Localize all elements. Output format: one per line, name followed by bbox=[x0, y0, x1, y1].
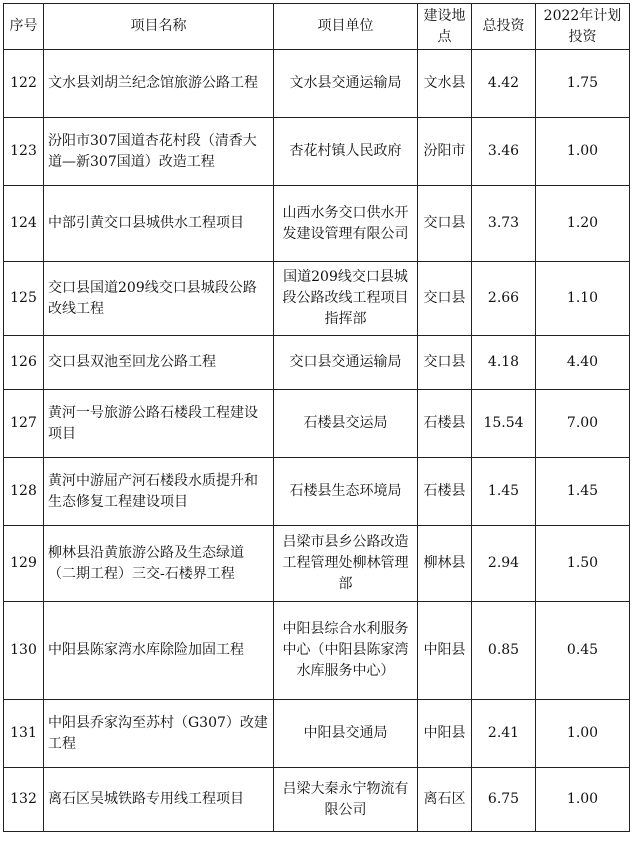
cell-total: 6.75 bbox=[472, 768, 536, 832]
cell-total: 4.18 bbox=[472, 336, 536, 390]
cell-plan: 1.50 bbox=[536, 526, 630, 602]
cell-plan: 1.10 bbox=[536, 262, 630, 336]
cell-name: 文水县刘胡兰纪念馆旅游公路工程 bbox=[44, 50, 274, 118]
cell-unit: 中阳县交通局 bbox=[274, 700, 418, 768]
header-unit: 项目单位 bbox=[274, 4, 418, 50]
table-row bbox=[4, 336, 630, 390]
cell-unit: 中阳县综合水利服务中心（中阳县陈家湾水库服务中心） bbox=[274, 602, 418, 700]
cell-location: 中阳县 bbox=[418, 602, 472, 700]
cell-location: 石楼县 bbox=[418, 390, 472, 458]
table-header-row bbox=[4, 4, 630, 50]
cell-plan: 1.75 bbox=[536, 50, 630, 118]
table-row bbox=[4, 186, 630, 262]
cell-plan: 1.00 bbox=[536, 118, 630, 186]
document-page bbox=[3, 3, 630, 832]
cell-no: 123 bbox=[4, 118, 44, 186]
cell-plan: 1.20 bbox=[536, 186, 630, 262]
cell-name: 汾阳市307国道杏花村段（清香大道—新307国道）改造工程 bbox=[44, 118, 274, 186]
cell-plan: 1.00 bbox=[536, 700, 630, 768]
cell-no: 132 bbox=[4, 768, 44, 832]
cell-total: 1.45 bbox=[472, 458, 536, 526]
cell-unit: 山西水务交口供水开发建设管理有限公司 bbox=[274, 186, 418, 262]
cell-location: 柳林县 bbox=[418, 526, 472, 602]
cell-plan: 4.40 bbox=[536, 336, 630, 390]
cell-total: 2.41 bbox=[472, 700, 536, 768]
cell-no: 130 bbox=[4, 602, 44, 700]
header-total: 总投资 bbox=[472, 4, 536, 50]
header-plan: 2022年计划投资 bbox=[536, 4, 630, 50]
cell-unit: 文水县交通运输局 bbox=[274, 50, 418, 118]
cell-no: 126 bbox=[4, 336, 44, 390]
cell-location: 文水县 bbox=[418, 50, 472, 118]
header-no: 序号 bbox=[4, 4, 44, 50]
table-row bbox=[4, 458, 630, 526]
cell-unit: 吕梁市县乡公路改造工程管理处柳林管理部 bbox=[274, 526, 418, 602]
cell-total: 3.46 bbox=[472, 118, 536, 186]
cell-name: 中阳县陈家湾水库除险加固工程 bbox=[44, 602, 274, 700]
table-row bbox=[4, 768, 630, 832]
cell-no: 128 bbox=[4, 458, 44, 526]
header-location: 建设地点 bbox=[418, 4, 472, 50]
cell-name: 离石区吴城铁路专用线工程项目 bbox=[44, 768, 274, 832]
cell-unit: 杏花村镇人民政府 bbox=[274, 118, 418, 186]
cell-no: 129 bbox=[4, 526, 44, 602]
cell-total: 0.85 bbox=[472, 602, 536, 700]
cell-no: 122 bbox=[4, 50, 44, 118]
cell-name: 柳林县沿黄旅游公路及生态绿道（二期工程）三交-石楼界工程 bbox=[44, 526, 274, 602]
cell-no: 124 bbox=[4, 186, 44, 262]
cell-total: 2.66 bbox=[472, 262, 536, 336]
cell-name: 交口县双池至回龙公路工程 bbox=[44, 336, 274, 390]
table-row bbox=[4, 118, 630, 186]
cell-name: 黄河中游屈产河石楼段水质提升和生态修复工程建设项目 bbox=[44, 458, 274, 526]
header-name: 项目名称 bbox=[44, 4, 274, 50]
table-row bbox=[4, 526, 630, 602]
cell-location: 交口县 bbox=[418, 336, 472, 390]
table-row bbox=[4, 50, 630, 118]
cell-location: 汾阳市 bbox=[418, 118, 472, 186]
cell-unit: 石楼县生态环境局 bbox=[274, 458, 418, 526]
cell-no: 127 bbox=[4, 390, 44, 458]
cell-unit: 吕梁大秦永宁物流有限公司 bbox=[274, 768, 418, 832]
cell-total: 4.42 bbox=[472, 50, 536, 118]
cell-name: 中部引黄交口县城供水工程项目 bbox=[44, 186, 274, 262]
cell-total: 3.73 bbox=[472, 186, 536, 262]
cell-unit: 国道209线交口县城段公路改线工程项目指挥部 bbox=[274, 262, 418, 336]
cell-total: 2.94 bbox=[472, 526, 536, 602]
cell-total: 15.54 bbox=[472, 390, 536, 458]
cell-location: 交口县 bbox=[418, 262, 472, 336]
cell-name: 中阳县乔家沟至苏村（G307）改建工程 bbox=[44, 700, 274, 768]
cell-name: 交口县国道209线交口县城段公路改线工程 bbox=[44, 262, 274, 336]
cell-unit: 石楼县交运局 bbox=[274, 390, 418, 458]
project-table bbox=[3, 3, 630, 832]
cell-plan: 1.00 bbox=[536, 768, 630, 832]
cell-plan: 7.00 bbox=[536, 390, 630, 458]
table-row bbox=[4, 390, 630, 458]
cell-location: 交口县 bbox=[418, 186, 472, 262]
cell-unit: 交口县交通运输局 bbox=[274, 336, 418, 390]
cell-plan: 0.45 bbox=[536, 602, 630, 700]
table-row bbox=[4, 700, 630, 768]
cell-location: 中阳县 bbox=[418, 700, 472, 768]
cell-no: 125 bbox=[4, 262, 44, 336]
cell-location: 离石区 bbox=[418, 768, 472, 832]
cell-plan: 1.45 bbox=[536, 458, 630, 526]
cell-no: 131 bbox=[4, 700, 44, 768]
cell-location: 石楼县 bbox=[418, 458, 472, 526]
table-row bbox=[4, 262, 630, 336]
table-row bbox=[4, 602, 630, 700]
cell-name: 黄河一号旅游公路石楼段工程建设项目 bbox=[44, 390, 274, 458]
